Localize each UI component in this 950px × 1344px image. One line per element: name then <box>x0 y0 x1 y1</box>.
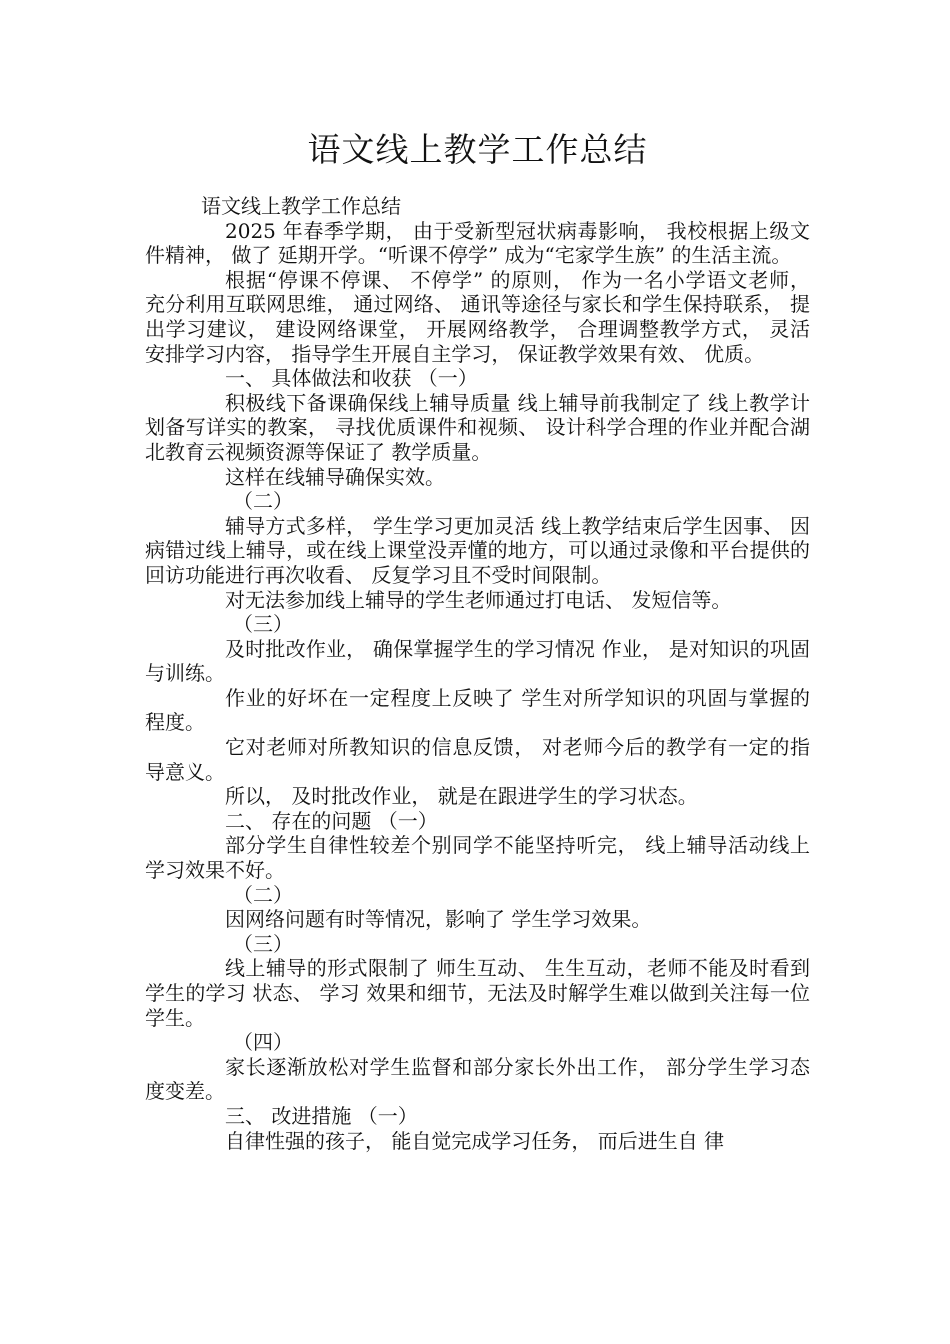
paragraph: 所以， 及时批改作业， 就是在跟进学生的学习状态。 <box>225 784 698 809</box>
section-heading-2: 二、 存在的问题 （一） <box>225 808 438 833</box>
paragraph: 及时批改作业， 确保掌握学生的学习情况 作业， 是对知识的巩固与训练。 <box>145 636 810 686</box>
paragraph: 对无法参加线上辅导的学生老师通过打电话、 发短信等。 <box>225 587 732 612</box>
paragraph: 辅导方式多样， 学生学习更加灵活 线上教学结束后学生因事、 因病错过线上辅导，或在线上课堂没弄懂的地方，可以通过录像和平台提供的回访功能进行再次收看、 反复学习且不受时间限制。 <box>145 513 810 587</box>
paragraph: 作业的好坏在一定程度上反映了 学生对所学知识的巩固与掌握的程度。 <box>145 685 810 735</box>
subsection-marker: （三） <box>233 931 293 956</box>
subsection-marker: （二） <box>233 489 293 514</box>
paragraph: 这样在线辅导确保实效。 <box>225 464 445 489</box>
document-body <box>145 194 810 1153</box>
paragraph: 积极线下备课确保线上辅导质量 线上辅导前我制定了 线上教学计划备写详实的教案， 寻找优质课件和视频、 设计科学合理的作业并配合湖北教育云视频资源等保证了 教学质量。 <box>145 390 810 464</box>
document-title: 语文线上教学工作总结 <box>307 130 648 169</box>
subsection-marker: （二） <box>233 882 293 907</box>
paragraph-principle: 根据“停课不停课、 不停学” 的原则， 作为一名小学语文老师， 充分利用互联网思维， 通过网络、 通讯等途径与家长和学生保持联系， 提出学习建议， 建设网络课堂， 开展网络教学， 合理调整教学方式， 灵活安排学习内容， 指导学生开展自主学习， 保证教学效果有效、 优质。 <box>145 267 810 366</box>
paragraph: 部分学生自律性较差个别同学不能坚持听完， 线上辅导活动线上学习效果不好。 <box>145 833 810 883</box>
paragraph: 它对老师对所教知识的信息反馈， 对老师今后的教学有一定的指导意义。 <box>145 735 810 784</box>
paragraph-intro: 2025 年春季学期， 由于受新型冠状病毒影响， 我校根据上级文件精神， 做了 延期开学。“听课不停学” 成为“宅家学生族” 的生活主流。 <box>145 218 810 268</box>
subsection-marker: （三） <box>233 612 293 637</box>
paragraph: 家长逐渐放松对学生监督和部分家长外出工作， 部分学生学习态度变差。 <box>145 1054 810 1104</box>
section-heading-1: 一、 具体做法和收获 （一） <box>225 366 478 391</box>
paragraph-subtitle: 语文线上教学工作总结 <box>201 194 401 218</box>
section-heading-3: 三、 改进措施 （一） <box>225 1103 418 1128</box>
paragraph: 自律性强的孩子， 能自觉完成学习任务， 而后进生自 律 <box>225 1128 725 1153</box>
subsection-marker: （四） <box>233 1030 293 1055</box>
paragraph: 线上辅导的形式限制了 师生互动、 生生互动，老师不能及时看到学生的学习 状态、 学习 效果和细节，无法及时解学生难以做到关注每一位学生。 <box>145 956 810 1030</box>
paragraph: 因网络问题有时等情况，影响了 学生学习效果。 <box>225 907 652 932</box>
